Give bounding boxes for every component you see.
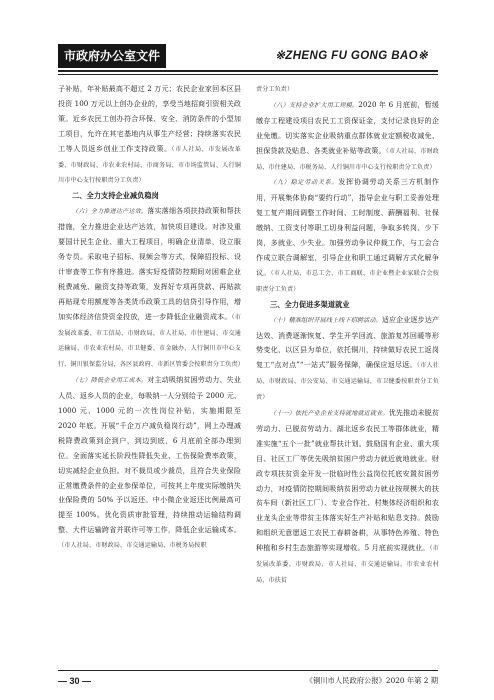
header-rule-thin — [58, 74, 438, 75]
item-lead: （十一）依托产业企业支持就地就近就业。 — [270, 410, 389, 418]
paragraph-text: 落实落细各项扶持政策和帮扶措施，全力推进企业达产达效，加快项目建设。对涉及重要国计民生企业、重大工程项目，明确企业清单，设立服务专员。采取电子招标、视频会等方式，保障招投标、设计审查等工作有序推进。落实好疫情防控期间对困难企业税费减免、融资支持等政策，发挥好专项再贷款、再贴款再贴现专用额度等各类货币政策工具的信贷引导作用，增加实体经济信贷资金投放，进一步降低企业融资成本。 — [58, 206, 242, 321]
issue-label: 《铜川市人民政府公报》2020 年第 2 期 — [305, 676, 438, 685]
journal-title: ※ZHENG FU GONG BAO※ — [275, 50, 428, 62]
item-lead: （八）支持企业扩大用工规模。 — [270, 101, 359, 109]
paragraph-text: 适应企业逐步达产达效、消费逐渐恢复、学生开学回流、旅游复苏回暖等形势变化，以区县为单位，依托铜川，持续做好农民工返岗复工“点对点”“一站式”服务保障，确保应返尽返。 — [256, 314, 439, 370]
item-lead: （十）精准组织开展线上线下招聘活动。 — [270, 316, 382, 324]
header-rule-thick — [58, 70, 438, 72]
page-number: — 30 — — [58, 676, 92, 686]
paragraph — [256, 175, 439, 297]
item-lead: （九）稳定劳动关系。 — [270, 179, 339, 187]
section-heading: 三、全力促进多渠道就业 — [270, 299, 350, 309]
paragraph-text: 子补贴，年补贴最高不超过 2 万元；农民企业家回本区县投资 100 万元以上创办企业的，享受当地招商引资相关政策。近乡农民工创办符合环保、安全、消防条件的小型加工项目，允许在其宅基地内从事生产经营；持续落实农民工等人员返乡创业工作支持政策。 — [58, 84, 241, 153]
responsibility-note: （市人社局、市发展改革委、市财政局、市农业农村局、市商务局、市市场监管局、人行铜川市中心支行按职责分工负责） — [58, 145, 241, 185]
paragraph — [256, 98, 439, 176]
responsibility-note: （市发展改革委、市工信局、市财政局、市人社局、市住建局、市交通运输局、市农业农村局、市卫健委、市金融办、人行铜川市中心支行、铜川银保监分局，各区县政府、市新区管委会按职责分工负责） — [58, 313, 244, 369]
item-lead: （七）降低企业用工成本。 — [72, 377, 148, 385]
footer-rule — [58, 670, 438, 671]
right-column — [256, 82, 439, 589]
paragraph — [256, 406, 439, 589]
responsibility-note: （市人社局、市财政局、市交通运输局、市税务局按职 — [58, 542, 207, 550]
left-column — [58, 82, 244, 554]
paragraph — [58, 82, 241, 189]
section-badge: 市政府办公室文件 — [58, 44, 166, 68]
paragraph-text: 2020 年 6 月底前，暂缓缴存工程建设项目农民工工资保证金，支付记录良好的企业免缴。切实落实企业吸纳重点群体就业定额税收减免、担保贷款及贴息、各类就业补贴等政策。 — [256, 99, 439, 155]
responsibility-note: （市人社局、市财政局、市公安局、市交通运输局、市卫健委按职责分工负责） — [256, 362, 439, 402]
paragraph — [58, 373, 241, 554]
item-lead: （六）全力推进达产达效。 — [72, 208, 148, 216]
paragraph-text: 对主动吸纳贫困劳动力、失业人员、返乡人员的企业，每吸纳一人分别给予 2000 元、1000 元、1000 元的一次性岗位补贴，实施期限至 2020 年底。开展“千企万户减负稳岗行动”，网上办理减税降费政策到企到户，到边到底，6 月底前全部办理到位。全面落实延长阶段性降低失业、工伤保险费率政策，切实减轻企业负担。对不裁员或少裁员，且符合失业保险正常缴费条件的企业参保单位，可按其上年度实际缴纳失业保险费的 50% 予以返还。中小微企业返还比例最高可提至 100%。优化资质审批管理，持续推动运输结构调整、大件运输跨省并联许可等工作，降低企业运输成本。 — [58, 375, 242, 535]
paragraph-text: 优先推动未脱贫劳动力、已脱贫劳动力、湖北返乡农民工等群体就业，精准实施“五个一批”就业帮扶计划。鼓励国有企业、重大项目、社区工厂等优先吸纳贫困户劳动力就近就地就业。财政专项扶贫资金开发一批临时性公益岗位托底安置贫困劳动力，对疫情防控期间吸纳贫困劳动力就业按规模大的扶贫车间（新社区工厂）、专业合作社、村集体经济组织和农业龙头企业等带贫主体落实好生产补贴和贴息支持。鼓励和组织无意愿返工农民工春耕备耕，从事特色养殖、特色种植和乡村生态旅游等实现增收。5 月底前实现就业。 — [256, 408, 439, 553]
paragraph-text: 发挥协调劳动关系三方机制作用，开展集体协商“要约行动”，指导企业与职工妥善处理复工复产期间调整工作时间、工时制度、薪酬福利、社保缴纳、工资支付等职工切身利益问题，争取多转岗、少下岗，多就业、少失业。加强劳动争议仲裁工作，与工会合作成立联合调解室，引导企业和职工通过调解方式化解争议。 — [256, 177, 439, 277]
page-header — [0, 0, 494, 80]
responsibility-note: （市人社局、市总工会、市工商联、市企业暨企业家联合会按职责分工负责） — [256, 269, 439, 293]
paragraph — [256, 313, 439, 406]
page-footer — [0, 662, 494, 700]
section-heading: 二、全力支持企业减负稳岗 — [72, 191, 159, 201]
responsibility-note: 责分工负责） — [256, 86, 294, 93]
paragraph — [58, 204, 244, 373]
paragraph — [256, 82, 439, 98]
responsibility-note: （市人社局、市财政局、市住建局、市税务局、人行铜川市中心支行按职责分工负责） — [256, 147, 439, 171]
responsibility-note: （市发展改革委、市财政局、市人社局、市交通运输局、市农业农村局、市扶贫 — [256, 545, 439, 584]
